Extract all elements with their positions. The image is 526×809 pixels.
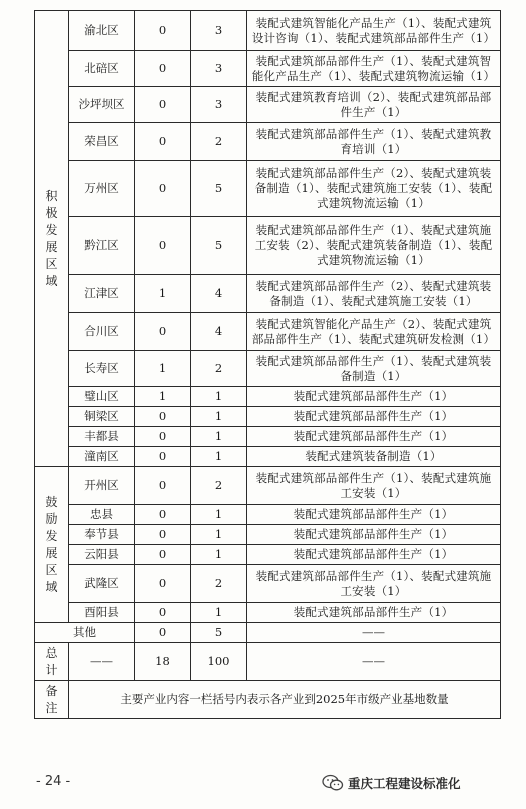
other-row (35, 623, 501, 643)
count-b-cell: 1 (191, 545, 247, 565)
count-b-cell: 1 (191, 505, 247, 525)
count-b-cell: 1 (191, 427, 247, 447)
count-b-cell: 2 (191, 351, 247, 387)
content-cell: 装配式建筑部品部件生产（1）、装配式建筑施工安装（1） (247, 565, 501, 603)
count-a-cell: 0 (135, 313, 191, 351)
content-cell: 装配式建筑部品部件生产（1）、装配式建筑教育培训（1） (247, 123, 501, 161)
count-b-cell: 1 (191, 407, 247, 427)
count-a-cell: 0 (135, 427, 191, 447)
count-a-cell: 0 (135, 565, 191, 603)
count-b-cell: 2 (191, 467, 247, 505)
note-row (35, 681, 501, 719)
group-label-encouraged (35, 467, 69, 623)
count-b-cell: 1 (191, 525, 247, 545)
table-row (35, 387, 501, 407)
total-label-text: 总 计 (45, 645, 58, 677)
content-cell: 装配式建筑部品部件生产（1） (247, 545, 501, 565)
count-b-cell: 1 (191, 447, 247, 467)
count-a-cell: 0 (135, 161, 191, 217)
total-row (35, 643, 501, 681)
note-text: 主要产业内容一栏括号内表示各产业到2025年市级产业基地数量 (69, 681, 501, 719)
page-number: - 24 - (36, 774, 71, 789)
district-cell: 奉节县 (69, 525, 135, 545)
district-cell: 开州区 (69, 467, 135, 505)
district-cell: 渝北区 (69, 11, 135, 51)
table-row (35, 161, 501, 217)
district-cell: 合川区 (69, 313, 135, 351)
content-cell: 装配式建筑教育培训（2）、装配式建筑部品部件生产（1） (247, 87, 501, 123)
district-cell: 璧山区 (69, 387, 135, 407)
district-cell: 长寿区 (69, 351, 135, 387)
content-cell: 装配式建筑部品部件生产（2）、装配式建筑装备制造（1）、装配式建筑施工安装（1）、装配式建筑物流运输（1） (247, 161, 501, 217)
count-b-cell: 2 (191, 565, 247, 603)
table-row (35, 447, 501, 467)
district-cell: 荣昌区 (69, 123, 135, 161)
count-b-cell: 1 (191, 603, 247, 623)
count-b-cell: 4 (191, 275, 247, 313)
table-row (35, 525, 501, 545)
industry-base-table (34, 10, 501, 719)
count-b-cell: 5 (191, 217, 247, 275)
table-row (35, 505, 501, 525)
district-cell: 潼南区 (69, 447, 135, 467)
content-cell: 装配式建筑装备制造（1） (247, 447, 501, 467)
content-cell: 装配式建筑部品部件生产（1）、装配式建筑施工安装（2）、装配式建筑装备制造（1）、装配式建筑物流运输（1） (247, 217, 501, 275)
count-a-cell: 0 (135, 467, 191, 505)
count-b-cell: 3 (191, 87, 247, 123)
district-cell: 丰都县 (69, 427, 135, 447)
watermark-text: 重庆工程建设标准化 (348, 776, 461, 791)
content-cell: 装配式建筑部品部件生产（1） (247, 387, 501, 407)
count-a-cell: 18 (135, 643, 191, 681)
count-a-cell: 0 (135, 217, 191, 275)
count-a-cell: 1 (135, 387, 191, 407)
district-cell: 武隆区 (69, 565, 135, 603)
count-a-cell: 1 (135, 351, 191, 387)
content-cell: 装配式建筑部品部件生产（1） (247, 603, 501, 623)
note-label (35, 681, 69, 719)
count-a-cell: 0 (135, 603, 191, 623)
count-b-cell: 3 (191, 51, 247, 87)
group-label-text: 积 极 发 展 区 域 (45, 188, 58, 288)
district-cell: 忠县 (69, 505, 135, 525)
watermark (322, 772, 461, 794)
count-b-cell: 4 (191, 313, 247, 351)
table-row (35, 351, 501, 387)
count-b-cell: 5 (191, 623, 247, 643)
district-cell: 江津区 (69, 275, 135, 313)
count-a-cell: 0 (135, 447, 191, 467)
content-cell: 装配式建筑部品部件生产（2）、装配式建筑装备制造（1）、装配式建筑施工安装（1） (247, 275, 501, 313)
count-a-cell: 0 (135, 407, 191, 427)
content-cell: 装配式建筑部品部件生产（1）、装配式建筑智能化产品生产（1）、装配式建筑物流运输（1） (247, 51, 501, 87)
content-cell: 装配式建筑部品部件生产（1） (247, 525, 501, 545)
count-a-cell: 0 (135, 87, 191, 123)
table-row (35, 427, 501, 447)
table-row (35, 565, 501, 603)
count-a-cell: 0 (135, 545, 191, 565)
district-cell: 万州区 (69, 161, 135, 217)
total-label (35, 643, 69, 681)
wechat-icon (322, 774, 344, 792)
table-row (35, 467, 501, 505)
table-row (35, 87, 501, 123)
content-cell: 装配式建筑部品部件生产（1） (247, 407, 501, 427)
district-cell: 云阳县 (69, 545, 135, 565)
group-label-text: 鼓 励 发 展 区 域 (45, 494, 58, 594)
content-cell: 装配式建筑部品部件生产（1）、装配式建筑施工安装（1） (247, 467, 501, 505)
district-cell: 沙坪坝区 (69, 87, 135, 123)
count-b-cell: 2 (191, 123, 247, 161)
other-label: 其他 (35, 623, 135, 643)
district-cell: —— (69, 643, 135, 681)
table-row (35, 603, 501, 623)
count-a-cell: 0 (135, 51, 191, 87)
count-b-cell: 1 (191, 387, 247, 407)
table-row (35, 545, 501, 565)
district-cell: 铜梁区 (69, 407, 135, 427)
note-label-text: 备 注 (45, 683, 58, 715)
count-a-cell: 0 (135, 505, 191, 525)
table-row (35, 51, 501, 87)
table-row (35, 217, 501, 275)
group-label-active (35, 11, 69, 467)
content-cell: 装配式建筑智能化产品生产（1）、装配式建筑设计咨询（1）、装配式建筑部品部件生产（1） (247, 11, 501, 51)
count-b-cell: 100 (191, 643, 247, 681)
count-a-cell: 0 (135, 11, 191, 51)
content-cell: 装配式建筑部品部件生产（1） (247, 427, 501, 447)
count-b-cell: 3 (191, 11, 247, 51)
content-cell: 装配式建筑部品部件生产（1）、装配式建筑装备制造（1） (247, 351, 501, 387)
district-cell: 酉阳县 (69, 603, 135, 623)
table-row (35, 313, 501, 351)
count-a-cell: 1 (135, 275, 191, 313)
table-row (35, 11, 501, 51)
count-b-cell: 5 (191, 161, 247, 217)
table-row (35, 407, 501, 427)
district-cell: 北碚区 (69, 51, 135, 87)
table-row (35, 275, 501, 313)
district-cell: 黔江区 (69, 217, 135, 275)
table-row (35, 123, 501, 161)
content-cell: —— (247, 623, 501, 643)
count-a-cell: 0 (135, 525, 191, 545)
content-cell: 装配式建筑智能化产品生产（2）、装配式建筑部品部件生产（1）、装配式建筑研发检测（1） (247, 313, 501, 351)
content-cell: 装配式建筑部品部件生产（1） (247, 505, 501, 525)
count-a-cell: 0 (135, 623, 191, 643)
content-cell: —— (247, 643, 501, 681)
count-a-cell: 0 (135, 123, 191, 161)
